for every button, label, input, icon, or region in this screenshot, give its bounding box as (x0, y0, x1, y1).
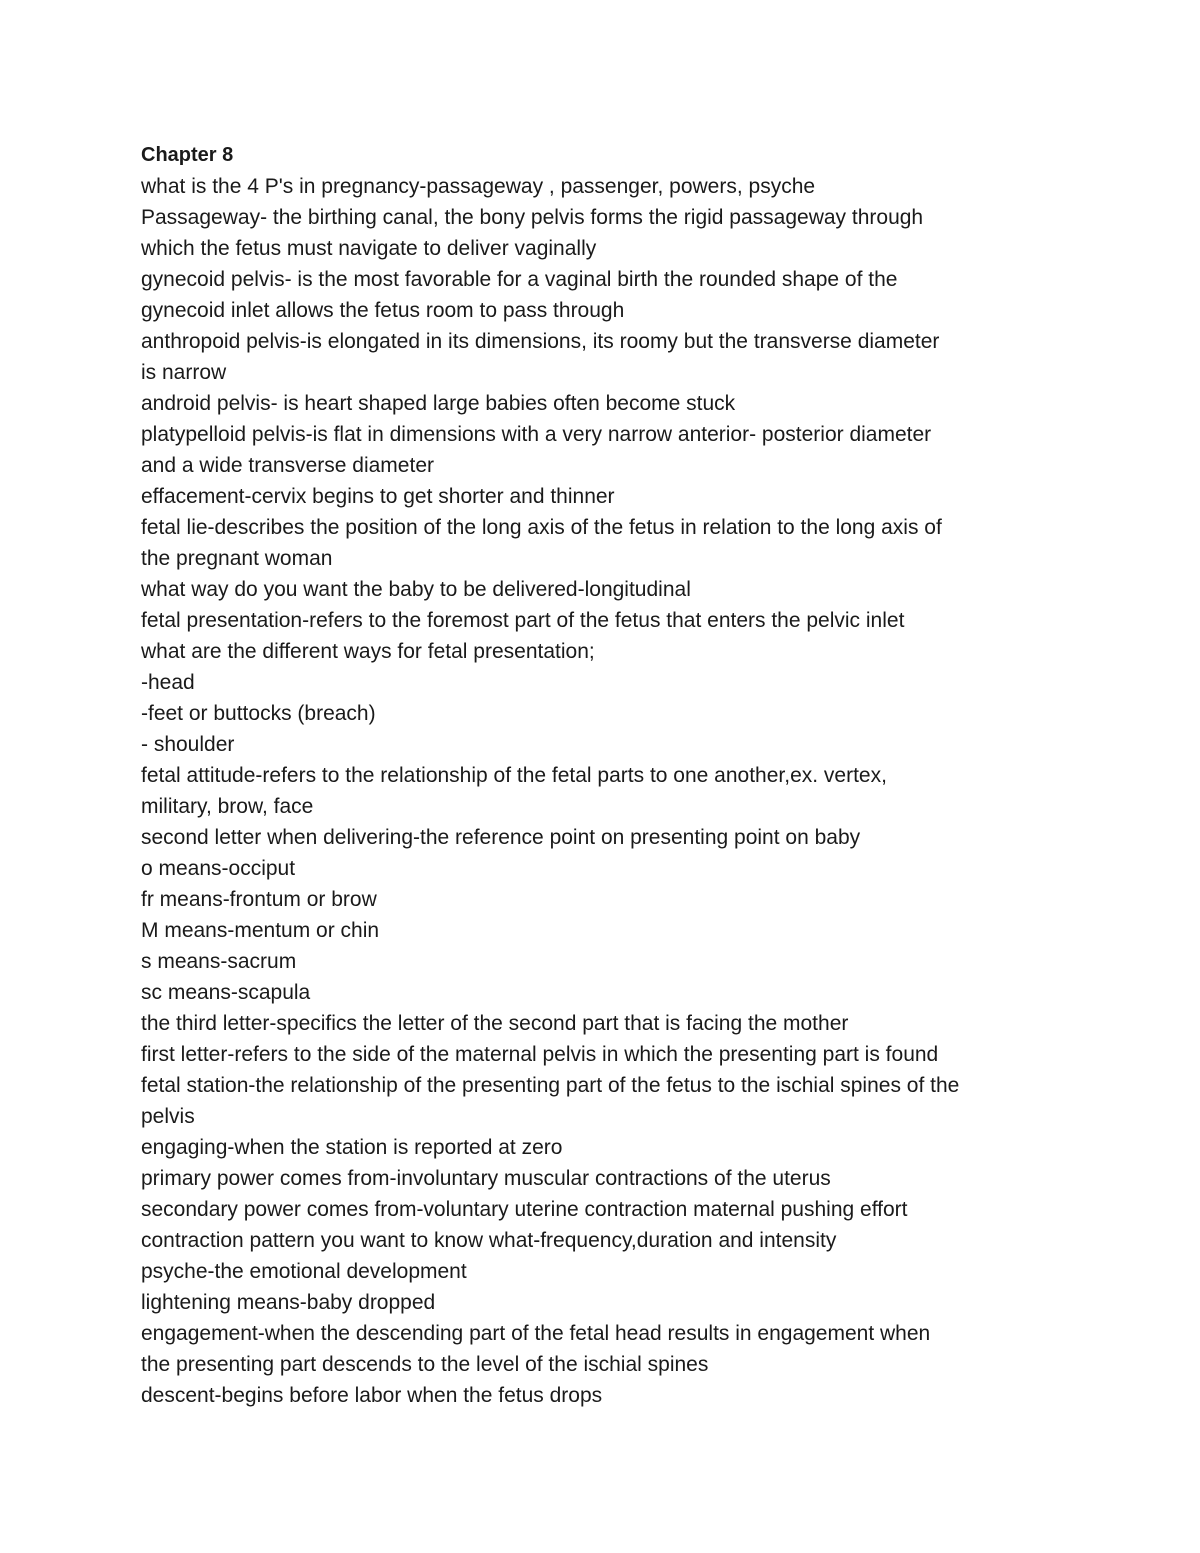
text-line: fetal lie-describes the position of the long axis of the fetus in relation to the long axis of (141, 516, 942, 539)
text-line: the pregnant woman (141, 547, 333, 570)
text-line: sc means-scapula (141, 981, 311, 1004)
text-line: the third letter-specifics the letter of the second part that is facing the mother (141, 1012, 849, 1035)
text-line: contraction pattern you want to know what-frequency,duration and intensity (141, 1229, 837, 1252)
text-line: android pelvis- is heart shaped large babies often become stuck (141, 392, 736, 415)
text-line: gynecoid pelvis- is the most favorable for a vaginal birth the rounded shape of the (141, 268, 898, 291)
text-line: what is the 4 P's in pregnancy-passageway , passenger, powers, psyche (141, 175, 816, 198)
text-line: and a wide transverse diameter (141, 454, 434, 477)
document-body (141, 140, 1141, 1411)
text-line: M means-mentum or chin (141, 919, 380, 942)
text-line: s means-sacrum (141, 950, 297, 973)
text-line: what way do you want the baby to be delivered-longitudinal (141, 578, 691, 601)
text-line: - shoulder (141, 733, 235, 756)
text-line: military, brow, face (141, 795, 314, 818)
text-line: which the fetus must navigate to deliver vaginally (141, 237, 597, 260)
text-line: -feet or buttocks (breach) (141, 702, 376, 725)
text-line: fetal station-the relationship of the presenting part of the fetus to the ischial spines of the (141, 1074, 960, 1097)
text-line: secondary power comes from-voluntary uterine contraction maternal pushing effort (141, 1198, 908, 1221)
text-line: platypelloid pelvis-is flat in dimensions with a very narrow anterior- posterior diameter (141, 423, 932, 446)
text-line: Passageway- the birthing canal, the bony pelvis forms the rigid passageway through (141, 206, 924, 229)
text-line: second letter when delivering-the reference point on presenting point on baby (141, 826, 861, 849)
text-line: first letter-refers to the side of the maternal pelvis in which the presenting part is found (141, 1043, 939, 1066)
text-line: anthropoid pelvis-is elongated in its dimensions, its roomy but the transverse diameter (141, 330, 940, 353)
text-line: the presenting part descends to the level of the ischial spines (141, 1353, 709, 1376)
text-line: fr means-frontum or brow (141, 888, 377, 911)
text-line: effacement-cervix begins to get shorter and thinner (141, 485, 615, 508)
text-line: engaging-when the station is reported at zero (141, 1136, 563, 1159)
text-line: what are the different ways for fetal presentation; (141, 640, 595, 663)
text-line: descent-begins before labor when the fetus drops (141, 1384, 603, 1407)
text-line: lightening means-baby dropped (141, 1291, 436, 1314)
text-line: o means-occiput (141, 857, 296, 880)
chapter-title: Chapter 8 (141, 144, 234, 166)
text-line: fetal attitude-refers to the relationship of the fetal parts to one another,ex. vertex, (141, 764, 887, 787)
text-line: psyche-the emotional development (141, 1260, 467, 1283)
text-line: fetal presentation-refers to the foremost part of the fetus that enters the pelvic inlet (141, 609, 905, 632)
text-line: -head (141, 671, 195, 694)
text-line: is narrow (141, 361, 227, 384)
text-line: primary power comes from-involuntary muscular contractions of the uterus (141, 1167, 831, 1190)
text-line: pelvis (141, 1105, 195, 1128)
text-line: gynecoid inlet allows the fetus room to pass through (141, 299, 625, 322)
text-line: engagement-when the descending part of the fetal head results in engagement when (141, 1322, 931, 1345)
